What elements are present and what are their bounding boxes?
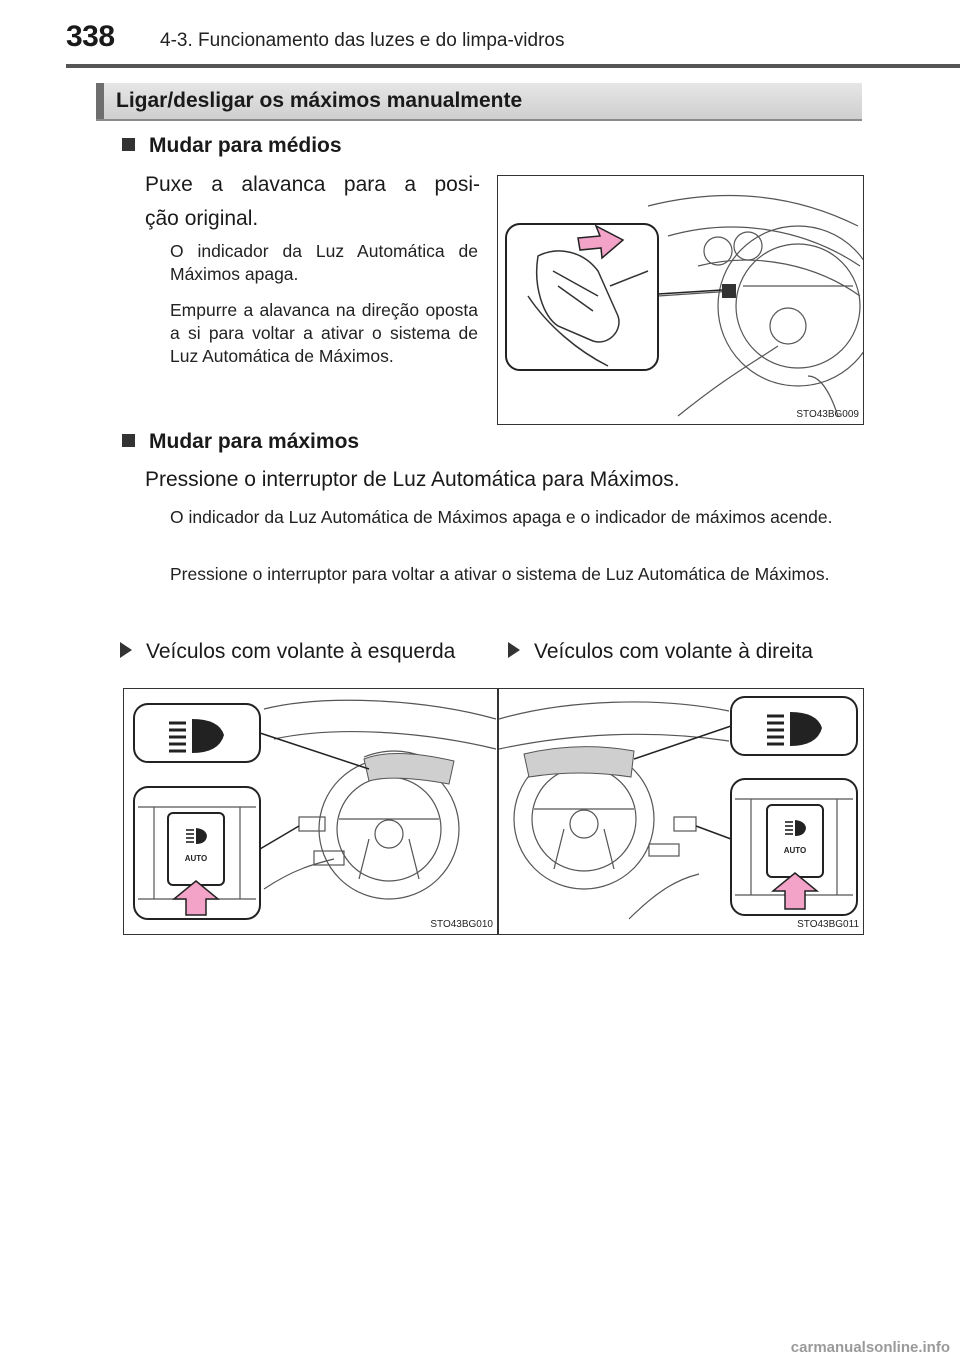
low-beam-note-1: O indicador da Luz Automática de Máximos apaga.: [170, 241, 478, 284]
low-beam-instruction: Puxe a alavanca para a posi- ção original.: [145, 173, 480, 230]
figure-code: STO43BG010: [430, 919, 493, 930]
lever-illustration: [498, 176, 863, 424]
variant-left-label: Veículos com volante à esquerda: [120, 640, 455, 664]
low-beam-heading: Mudar para médios: [122, 134, 342, 158]
auto-switch-label: AUTO: [783, 846, 807, 855]
square-bullet-icon: [122, 138, 135, 151]
figure-code: STO43BG009: [796, 409, 859, 420]
header-rule: [66, 64, 960, 68]
high-beam-heading: Mudar para máximos: [122, 430, 359, 454]
triangle-bullet-icon: [120, 642, 132, 658]
high-beam-note-2: Pressione o interruptor para voltar a ativar o sistema de Luz Automática de Máximos.: [170, 564, 830, 584]
dashboard-illustration-right: [499, 689, 863, 934]
page-number: 338: [66, 20, 115, 53]
auto-switch-label: AUTO: [184, 854, 208, 863]
figure-lever: [497, 175, 864, 425]
watermark: carmanualsonline.info: [790, 1339, 950, 1356]
figure-left-hand-drive: [123, 688, 498, 935]
low-beam-note-2: Empurre a alavanca na direção oposta a si para voltar a ativar o sistema de Luz Automática de Máximos.: [170, 300, 478, 366]
high-beam-instruction: Pressione o interruptor de Luz Automática para Máximos.: [145, 468, 680, 491]
variant-right-label: Veículos com volante à direita: [508, 640, 813, 664]
figure-code: STO43BG011: [797, 919, 859, 930]
triangle-bullet-icon: [508, 642, 520, 658]
chapter-title: 4-3. Funcionamento das luzes e do limpa-vidros: [160, 30, 565, 51]
figure-right-hand-drive: [498, 688, 864, 935]
section-title-bar: [96, 83, 862, 121]
high-beam-note-1: O indicador da Luz Automática de Máximos apaga e o indicador de máximos acende.: [170, 507, 833, 527]
square-bullet-icon: [122, 434, 135, 447]
section-title: Ligar/desligar os máximos manualmente: [116, 89, 523, 112]
dashboard-illustration-left: [124, 689, 497, 934]
